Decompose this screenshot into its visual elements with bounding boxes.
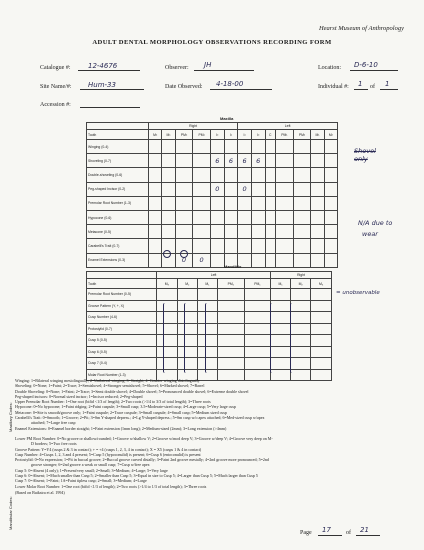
date-label: Date Observed: [165, 84, 203, 90]
maxilla-cell[interactable] [324, 225, 337, 239]
maxilla-cell[interactable] [311, 225, 324, 239]
maxilla-cell[interactable] [324, 210, 337, 224]
maxilla-cell[interactable]: 6 [210, 154, 224, 168]
maxilla-cell[interactable] [162, 196, 175, 210]
code-line: Metacone: 0=Site is smooth/groove only; 1=Faint cuspule; 2=Trace cuspule; 3=Small cuspule; 4=Small cusp; 5=Medium sized cusp [15, 409, 227, 415]
mandible-title: Mandible [224, 264, 242, 269]
mandible-mark-1 [163, 303, 167, 373]
maxilla-row-label: Enamel Extensions (0-3) [87, 253, 149, 267]
mandible-cell[interactable] [271, 289, 291, 301]
maxilla-cell[interactable] [162, 225, 175, 239]
site-label: Site Name/#: [40, 84, 72, 90]
maxilla-cell[interactable] [149, 225, 162, 239]
maxilla-cell[interactable] [210, 196, 224, 210]
maxilla-cell[interactable] [293, 140, 311, 154]
code-line: Cusp 7: 0=Absent; 1=Faint; 1A=Faint tipless cusp; 2=Small; 3=Medium; 4=Large [15, 478, 147, 484]
mandible-cell[interactable] [311, 312, 332, 324]
mandible-row-label: Groove Pattern (Y, +, X) [87, 300, 157, 312]
mandible-right-label: Right [271, 272, 332, 279]
code-line: Cusp 5: 0=Absent (4 only); 1=Present/very small; 2=Small; 3=Medium; 4=Large; 5=Very large [15, 467, 168, 473]
mandible-row [87, 323, 332, 335]
maxilla-tooth-header: I¹ [238, 130, 252, 140]
code-line: Hypocone: 0=No hypocone; 1=Faint ridging; 2=Faint cuspule; 3=Small cusp; 3.5=Moderate-sized cusp; 4=Large cusp; 5=Very large cusp [15, 404, 236, 410]
maxilla-cell[interactable]: 6 [251, 154, 265, 168]
maxilla-cell[interactable] [251, 182, 265, 196]
margin-note-shovel-only: Shovel only [354, 147, 376, 163]
maxilla-tooth-header: M¹ [311, 130, 324, 140]
maxilla-tooth-header: M² [149, 130, 162, 140]
mandible-mark-2 [184, 303, 188, 373]
maxilla-cell[interactable] [265, 239, 275, 253]
maxilla-table [86, 122, 338, 268]
code-line: Upper Premolar Root Number: 1=One root (bifid <1/3 of length); 2=Two roots (>1/4 to 3/3 of total length); 3=Three roots [15, 399, 211, 405]
mandible-tooth-header: M₃ [311, 279, 332, 289]
location-value: D-6-10 [354, 61, 378, 69]
code-line: groove stronger; 6=2nd groove a weak or small cusp; 7=Cusp w/free apex [31, 462, 150, 468]
mandible-cell[interactable] [217, 300, 244, 312]
maxilla-cell[interactable] [193, 182, 211, 196]
accession-label: Accession #: [40, 102, 71, 108]
maxilla-cell[interactable] [162, 140, 175, 154]
accession-field[interactable] [80, 100, 140, 108]
maxilla-row [87, 239, 338, 253]
maxilla-cell[interactable] [311, 196, 324, 210]
mandible-corner [87, 272, 157, 279]
mandible-cell[interactable] [217, 358, 244, 370]
maxilla-cell[interactable] [149, 210, 162, 224]
code-line: Carabelli's Trait: 0=Smooth; 1=Groove; 2=Pit; 3=Sm Y-shaped depress.; 4=Lg Y-shaped depress.; 5=Sm cusp w/o apex attached; 6=Med-sized cusp w/apex [15, 415, 265, 421]
code-line: D borders; 5=Two free roots [31, 441, 77, 447]
maxilla-cell[interactable] [275, 225, 293, 239]
observer-value: JH [204, 61, 212, 69]
maxilla-cell[interactable] [275, 154, 293, 168]
maxilla-cell[interactable] [193, 168, 211, 182]
mandibular-codes [15, 436, 411, 495]
maxilla-row [87, 253, 338, 267]
mandible-cell[interactable] [311, 323, 332, 335]
maxilla-cell[interactable] [210, 253, 224, 267]
mandible-mark-5 [290, 303, 294, 373]
maxilla-left-label: Left [238, 123, 338, 130]
maxilla-cell[interactable] [251, 168, 265, 182]
mandible-cell[interactable] [311, 346, 332, 358]
mandible-row-label: Cusp 5 (0-5) [87, 335, 157, 347]
maxilla-right-label: Right [149, 123, 238, 130]
maxilla-cell[interactable] [224, 239, 238, 253]
code-line: Shoveling: 0=None; 1=Faint; 2=Trace; 3=Semishovel; 4=Stronger semishovel; 5=Shovel; 6=Marked shovel; 7=Barrel [15, 383, 205, 389]
mandibular-codes-label: Mandibular Codes: [8, 496, 13, 530]
maxilla-cell[interactable] [238, 140, 252, 154]
maxilla-cell[interactable] [251, 253, 265, 267]
maxilla-cell[interactable] [149, 154, 162, 168]
maxilla-cell[interactable] [210, 140, 224, 154]
maxilla-cell[interactable] [311, 239, 324, 253]
code-line: Cusp Number: 4=Cusps 1, 2, 3 and 4 present; 5=Cusp 5 (hypoconulid) is present; 6=Cusp 6 (entoconulid) is present [15, 451, 201, 457]
mandible-cell[interactable] [290, 289, 310, 301]
mandible-cell[interactable] [311, 335, 332, 347]
maxilla-cell[interactable] [193, 140, 211, 154]
mandible-cell[interactable] [217, 323, 244, 335]
maxilla-row [87, 225, 338, 239]
maxilla-cell[interactable] [224, 140, 238, 154]
maxilla-tooth-header: PM² [175, 130, 193, 140]
observer-label: Observer: [165, 65, 189, 71]
maxilla-cell[interactable] [175, 154, 193, 168]
maxilla-cell[interactable] [193, 196, 211, 210]
maxilla-cell[interactable] [175, 168, 193, 182]
maxilla-cell[interactable] [149, 182, 162, 196]
maxilla-cell[interactable] [162, 182, 175, 196]
code-line: Winging: 1=Bilateral winging mesiolingually; 2=Unilateral winging; 3=Straight; 4=Counter winging distolingually [15, 378, 200, 383]
mandible-row [87, 312, 332, 324]
maxilla-cell[interactable] [265, 225, 275, 239]
maxilla-cell[interactable] [149, 253, 162, 267]
mandible-cell[interactable] [244, 358, 270, 370]
maxilla-row [87, 140, 338, 154]
maxilla-cell[interactable]: 0 [193, 253, 211, 267]
maxilla-cell[interactable] [238, 225, 252, 239]
mandible-cell[interactable] [157, 289, 178, 301]
maxilla-cell[interactable] [293, 196, 311, 210]
maxilla-cell[interactable] [265, 253, 275, 267]
mandible-row-label: Cusp 7 (0-4) [87, 358, 157, 370]
mandible-tooth-label: Tooth [87, 279, 157, 289]
maxilla-cell[interactable] [265, 140, 275, 154]
mandible-row-label: Cusp Number (4-6) [87, 312, 157, 324]
mandible-cell[interactable] [177, 289, 197, 301]
date-value: 4-18-00 [216, 80, 244, 88]
mandible-tooth-header: M₃ [157, 279, 178, 289]
maxilla-cell[interactable] [275, 140, 293, 154]
mandible-cell[interactable] [217, 312, 244, 324]
maxilla-row [87, 210, 338, 224]
maxilla-cell[interactable] [193, 154, 211, 168]
maxilla-circle-1 [163, 250, 171, 258]
maxilla-cell[interactable] [265, 196, 275, 210]
maxilla-cell[interactable] [224, 210, 238, 224]
page-label: Page [300, 530, 312, 536]
maxilla-cell[interactable] [224, 225, 238, 239]
mandible-cell[interactable] [244, 312, 270, 324]
maxilla-cell[interactable] [293, 253, 311, 267]
mandible-cell[interactable] [217, 346, 244, 358]
maxilla-cell[interactable] [175, 196, 193, 210]
maxillary-codes [15, 378, 411, 431]
maxilla-cell[interactable] [238, 210, 252, 224]
code-line: Double Shoveling: 0=None; 1=Faint; 2=Trace; 3=Semi double shovel; 4=Double shovel; 5=Pronounced double shovel; 6=Extreme double shovel [15, 388, 249, 394]
maxilla-cell[interactable] [175, 140, 193, 154]
maxilla-cell[interactable] [275, 168, 293, 182]
maxilla-cell[interactable] [238, 196, 252, 210]
mandible-row-label: Protostylid (0-7) [87, 323, 157, 335]
code-line: Enamel Extensions: 0=Enamel border straight; 1=Faint extension (1mm long); 2=Medium-sized (2mm); 3=Long extension (>4mm) [15, 425, 227, 431]
margin-note-unobservable: = unobservable [336, 290, 380, 296]
individual-total: 1 [385, 80, 390, 88]
maxilla-cell[interactable] [265, 210, 275, 224]
maxilla-tooth-header: PM¹ [275, 130, 293, 140]
maxilla-cell[interactable] [275, 239, 293, 253]
maxilla-cell[interactable] [149, 196, 162, 210]
maxilla-cell[interactable] [311, 182, 324, 196]
mandible-cell[interactable] [244, 323, 270, 335]
code-line: attached; 7=Large free cusp [31, 420, 76, 426]
mandible-mark-3 [205, 303, 209, 373]
mandible-cell[interactable] [244, 335, 270, 347]
maxilla-cell[interactable] [251, 210, 265, 224]
maxilla-row-label: Double-shoveling (0-6) [87, 168, 149, 182]
maxilla-cell[interactable] [293, 154, 311, 168]
mandible-tooth-header: M₁ [197, 279, 217, 289]
maxilla-row [87, 154, 338, 168]
individual-value: 1 [358, 80, 363, 88]
maxilla-cell[interactable] [293, 182, 311, 196]
maxilla-cell[interactable] [293, 239, 311, 253]
maxilla-tooth-header: M² [324, 130, 337, 140]
mandible-cell[interactable] [197, 289, 217, 301]
maxilla-cell[interactable] [311, 154, 324, 168]
mandible-cell[interactable] [217, 289, 244, 301]
maxilla-corner [87, 123, 149, 130]
maxilla-cell[interactable]: 0 [238, 182, 252, 196]
maxilla-cell[interactable] [251, 196, 265, 210]
mandible-row-label: Premolar Root Number (0-5) [87, 289, 157, 301]
maxilla-row-label: Winging (0-4) [87, 140, 149, 154]
mandible-tooth-header: PM₁ [244, 279, 270, 289]
page-of-label: of [346, 530, 351, 536]
maxilla-cell[interactable] [324, 154, 337, 168]
maxilla-row [87, 182, 338, 196]
maxilla-cell[interactable]: 0 [210, 182, 224, 196]
maxilla-cell[interactable] [193, 210, 211, 224]
source-citation: (Based on Buikstra et al. 1994) [15, 489, 65, 495]
maxilla-row-label: Peg-shaped Incisor (0-2) [87, 182, 149, 196]
maxilla-tooth-header: I² [210, 130, 224, 140]
maxilla-tooth-header: C [265, 130, 275, 140]
maxilla-cell[interactable] [149, 239, 162, 253]
code-line: Protostylid: 0=No expression; 1=Pit in buccal groove; 2=Buccal groove curved distally; 3=Faint 2nd groove mesially; 4=2nd groove more pronounced; 5=2nd [15, 457, 269, 463]
page-number: 17 [322, 526, 331, 534]
maxilla-cell[interactable] [149, 140, 162, 154]
maxilla-cell[interactable] [162, 210, 175, 224]
code-line: Lower Molar Root Number: 1=One root (bifid <1/3 of length); 2=Two roots (>1/4 to 1/3 of total length); 3=Three roots [15, 483, 207, 489]
maxilla-tooth-header: PM¹ [193, 130, 211, 140]
maxilla-cell[interactable] [275, 210, 293, 224]
maxilla-cell[interactable] [224, 196, 238, 210]
maxilla-cell[interactable] [311, 140, 324, 154]
maxilla-cell[interactable] [265, 154, 275, 168]
mandible-row-label: Cusp 6 (0-5) [87, 346, 157, 358]
maxilla-tooth-header: I¹ [224, 130, 238, 140]
page-total: 21 [360, 526, 369, 534]
maxilla-cell[interactable] [162, 168, 175, 182]
maxilla-cell[interactable] [275, 253, 293, 267]
site-value: Hum-33 [88, 81, 116, 89]
maxilla-cell[interactable] [193, 225, 211, 239]
mandible-cell[interactable] [244, 346, 270, 358]
maxilla-cell[interactable] [324, 182, 337, 196]
maxilla-cell[interactable] [251, 140, 265, 154]
mandible-cell[interactable] [244, 289, 270, 301]
mandible-tooth-header: PM₂ [217, 279, 244, 289]
maxilla-cell[interactable] [311, 210, 324, 224]
code-line: Groove Pattern: Y=Y4 (cusps 2 & 3 in contact); + = +4 (cusps 1, 2, 3, 4 in contact); X = X5 (cusps 1 & 4 in contact) [15, 446, 202, 452]
maxilla-cell[interactable] [324, 196, 337, 210]
maxilla-cell[interactable] [293, 225, 311, 239]
maxilla-tooth-header: M¹ [162, 130, 175, 140]
maxilla-cell[interactable] [293, 210, 311, 224]
maxilla-tooth-header: PM² [293, 130, 311, 140]
maxilla-row-label: Carabelli's Trait (0-7) [87, 239, 149, 253]
maxilla-cell[interactable] [311, 168, 324, 182]
mandible-tooth-header: M₂ [290, 279, 310, 289]
catalogue-value: 12-4676 [88, 62, 118, 70]
mandible-row-label: Molar Root Number (1-3) [87, 369, 157, 381]
maxilla-row-label: Hypocone (0-6) [87, 210, 149, 224]
mandible-row [87, 289, 332, 301]
mandible-cell[interactable] [311, 289, 332, 301]
maxilla-cell[interactable] [175, 225, 193, 239]
maxilla-cell[interactable] [324, 140, 337, 154]
maxilla-cell[interactable] [224, 182, 238, 196]
maxilla-cell[interactable]: 6 [224, 154, 238, 168]
maxilla-cell[interactable] [265, 182, 275, 196]
form-title: ADULT DENTAL MORPHOLOGY OBSERVATIONS RECORDING FORM [92, 39, 332, 46]
catalogue-label: Catalogue #: [40, 65, 71, 71]
observer-field[interactable] [194, 63, 254, 71]
maxilla-cell[interactable] [293, 168, 311, 182]
location-label: Location: [318, 65, 341, 71]
maxilla-cell[interactable] [224, 168, 238, 182]
maxilla-tooth-label: Tooth [87, 130, 149, 140]
maxilla-cell[interactable] [238, 168, 252, 182]
maxilla-cell[interactable] [175, 182, 193, 196]
maxilla-title: Maxilla [220, 116, 234, 121]
maxilla-row-label: Premolar Root Number (1-3) [87, 196, 149, 210]
museum-name: Hearst Museum of Anthropology [318, 25, 404, 32]
mandible-cell[interactable] [244, 300, 270, 312]
maxilla-cell[interactable] [210, 210, 224, 224]
mandible-row [87, 335, 332, 347]
mandible-row [87, 358, 332, 370]
maxilla-cell[interactable]: 6 [238, 154, 252, 168]
maxilla-cell[interactable] [324, 168, 337, 182]
mandible-row [87, 346, 332, 358]
code-line: Lower PM Root Number: 0=No groove or shallow/rounded; 1=Groove w/shallow V; 2=Groove w/mod deep V; 3=Groove w/deep V; 4=Groove very deep on M- [15, 436, 273, 441]
maxilla-cell[interactable] [210, 239, 224, 253]
mandible-tooth-header: M₂ [177, 279, 197, 289]
mandible-cell[interactable] [217, 335, 244, 347]
maxilla-cell[interactable] [210, 168, 224, 182]
mandible-tooth-header: M₁ [271, 279, 291, 289]
maxilla-row [87, 196, 338, 210]
maxilla-cell[interactable] [238, 239, 252, 253]
mandible-table [86, 271, 332, 381]
maxilla-cell[interactable] [265, 168, 275, 182]
maxilla-cell[interactable] [162, 154, 175, 168]
code-line: Cusp 6: 0=Absent; 1=Much smaller than Cusp 5; 2=Smaller than Cusp 5; 3=Equal in size to Cusp 5; 4=Larger than Cusp 5; 5=Much larger than Cusp 5 [15, 473, 258, 479]
maxilla-cell[interactable] [175, 210, 193, 224]
code-line: Peg-shaped incisors: 0=Normal sized incisor; 1=Incisor reduced; 2=Peg-shaped [15, 393, 143, 399]
mandible-cell[interactable] [311, 358, 332, 370]
maxilla-tooth-header: I² [251, 130, 265, 140]
maxilla-cell[interactable] [311, 253, 324, 267]
mandible-mark-4 [270, 303, 274, 373]
maxilla-cell[interactable] [324, 239, 337, 253]
maxilla-row-label: Metacone (0-5) [87, 225, 149, 239]
mandible-cell[interactable] [311, 300, 332, 312]
maxillary-codes-label: Maxillary Codes: [8, 402, 13, 432]
maxilla-cell[interactable] [324, 253, 337, 267]
individual-label: Individual #: [318, 84, 349, 90]
maxilla-row-label: Shoveling (0-7) [87, 154, 149, 168]
maxilla-cell[interactable] [149, 168, 162, 182]
maxilla-cell[interactable] [251, 225, 265, 239]
mandible-row [87, 300, 332, 312]
margin-note-na-2: wear [362, 230, 378, 238]
maxilla-cell[interactable] [193, 239, 211, 253]
maxilla-row [87, 168, 338, 182]
margin-note-na-1: N/A due to [358, 219, 393, 227]
maxilla-cell[interactable] [275, 182, 293, 196]
maxilla-cell[interactable] [251, 239, 265, 253]
maxilla-circle-2 [180, 250, 188, 258]
maxilla-cell[interactable]: 0 [175, 253, 193, 267]
mandible-left-label: Left [157, 272, 271, 279]
maxilla-cell[interactable] [275, 196, 293, 210]
individual-of: of [370, 84, 375, 90]
maxilla-cell[interactable] [210, 225, 224, 239]
